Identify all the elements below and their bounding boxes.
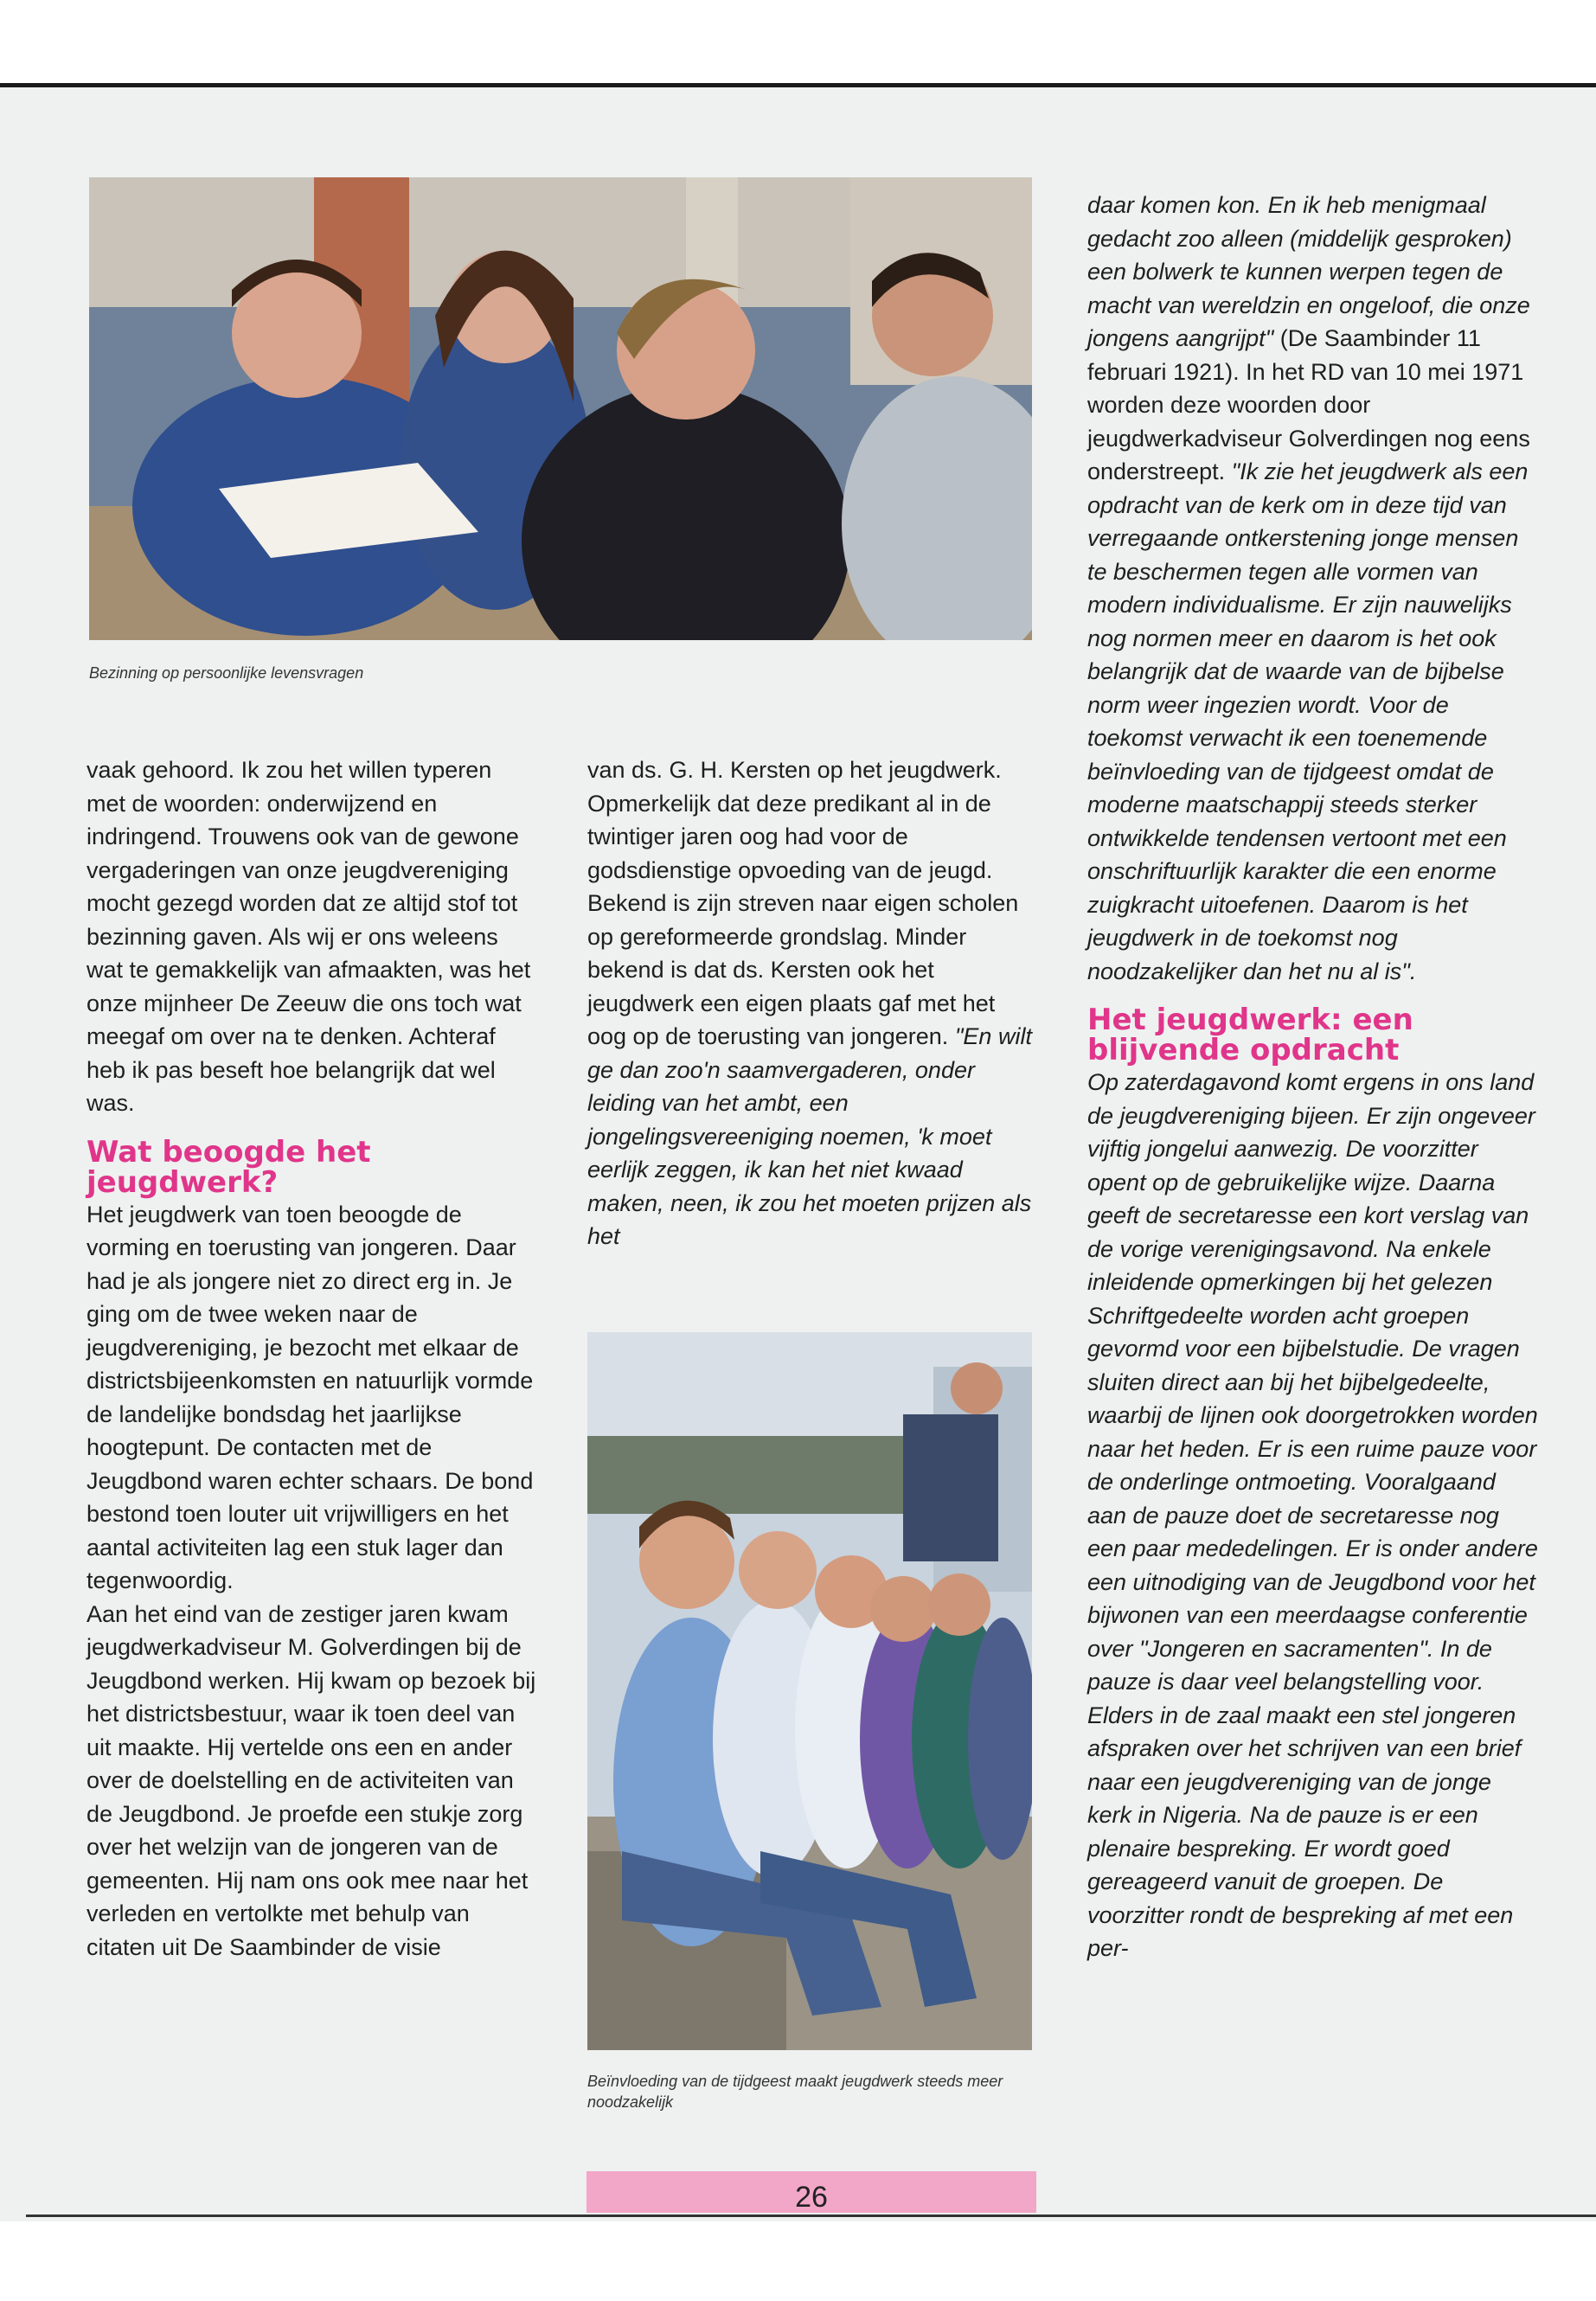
photo-group-study — [89, 177, 1032, 640]
col3-quote-1: daar komen kon. En ik heb menigmaal gedacht zoo alleen (middelijk gesproken) een bolwerk te kunnen werpen tegen de macht van wereldzin en ongeloof, die onze jongens aangrijpt" — [1087, 192, 1530, 351]
caption-bottom-photo: Beïnvloeding van de tijdgeest maakt jeugdwerk steeds meer noodzakelijk — [587, 2073, 1003, 2111]
col1-paragraph-1: vaak gehoord. Ik zou het willen typeren met de woorden: onderwijzend en indringend. Trouwens ook van de gewone vergaderingen van onze jeugdvereniging mocht gezegd worden dat ze altijd stof tot bezinning gaven. Als wij er ons weleens wat te gemakkelijk van afmaakten, was het onze mijnheer De Zeeuw die ons toch wat meegaf om over na te denken. Achteraf heb ik pas beseft hoe belangrijk dat wel was. — [87, 757, 531, 1116]
col3-paragraph-2: Op zaterdagavond komt ergens in ons land de jeugdvereniging bijeen. Er zijn ongeveer vijftig jongelui aanwezig. De voorzitter opent op de gebruikelijke wijze. Daarna geeft de secretaresse een kort verslag van de vorige verenigingsavond. Na enkele inleidende opmerkingen bij het gelezen Schriftgedeelte worden acht groepen gevormd voor een bijbelstudie. De vragen sluiten direct aan bij het bijbelgedeelte, waarbij de lijnen ook doorgetrokken worden naar het heden. Er is een ruime pauze voor de onderlinge ontmoeting. Vooralgaand aan de pauze doet de secretaresse nog een paar mededelingen. Er is onder andere een uitnodiging van de Jeugdbond voor het bijwonen van een meerdaagse conferentie over "Jongeren en sacramenten". In de pauze is daar veel belangstelling voor. Elders in de zaal maakt een stel jongeren afspraken over het schrijven van een brief naar een jeugdvereniging van de jonge kerk in Nigeria. Na de pauze is er een plenaire bespreking. Er wordt goed gereageerd vanuit de groepen. De voorzitter rondt de bespreking af met een per- — [1087, 1069, 1538, 1961]
col2-paragraph — [587, 753, 1037, 1253]
col2-quote: "En wilt ge dan zoo'n saamvergaderen, onder leiding van het ambt, een jongelingsvereeniging noemen, 'k moet eerlijk zeggen, ik kan het niet kwaad maken, neen, ik zou het moeten prijzen als het — [587, 1023, 1032, 1249]
col1-paragraph-3: Aan het eind van de zestiger jaren kwam jeugdwerkadviseur M. Golverdingen bij de Jeugdbond werken. Hij kwam op bezoek bij het districtsbestuur, waar ik toen deel van uit maakte. Hij vertelde ons een en ander over de doelstelling en de activiteiten van de Jeugdbond. Je proefde een stukje zorg over het welzijn van de jongeren van de gemeenten. Hij nam ons ook mee naar het verleden en vertolkte met behulp van citaten uit De Saambinder de visie — [87, 1600, 536, 1960]
col3-paragraph-1 — [1087, 189, 1541, 988]
caption-top-photo: Bezinning op persoonlijke levensvragen — [89, 664, 364, 682]
col2-text: van ds. G. H. Kersten op het jeugdwerk. Opmerkelijk dat deze predikant al in de twintiger jaren oog had voor de godsdienstige opvoeding van de jeugd. Bekend is zijn streven naar eigen scholen op gereformeerde grondslag. Minder bekend is dat ds. Kersten ook het jeugdwerk een eigen plaats gaf met het oog op de toerusting van jongeren. — [587, 757, 1019, 1049]
col3-quote-2: "Ik zie het jeugdwerk als een opdracht van de kerk om in deze tijd van verregaande ontkerstening jonge mensen te beschermen tegen alle vormen van modern individualisme. Er zijn nauwelijks nog normen meer en daarom is het ook belangrijk dat de waarde van de bijbelse norm weer ingezien wordt. Voor de toekomst verwacht ik een toenemende beïnvloeding van de tijdgeest omdat de moderne maatschappij steeds sterker ontwikkelde tendensen vertoont met een onschriftuurlijk karakter die een enorme zuigkracht uitoefenen. Daarom is het jeugdwerk in de toekomst nog noodzakelijker dan het nu al is". — [1087, 458, 1529, 984]
col3-reference: (De Saambinder 11 februari 1921). In het RD van 10 mei 1971 worden deze woorden door jeugdwerkadviseur Golverdingen nog eens onderstreept. — [1087, 325, 1530, 484]
bottom-rule — [26, 2214, 1596, 2217]
col1-paragraph-2: Het jeugdwerk van toen beoogde de vorming en toerusting van jongeren. Daar had je als jongere niet zo direct erg in. Je ging om de twee weken naar de jeugdvereniging, je bezocht met elkaar de districtsbijeenkomsten en natuurlijk vormde de landelijke bondsdag het jaarlijkse hoogtepunt. De contacten met de Jeugdbond waren echter schaars. De bond bestond toen louter uit vrijwilligers en het aantal activiteiten lag een stuk lager dan tegenwoordig. — [87, 1201, 534, 1593]
photo-young-men-on-wall — [587, 1332, 1032, 2050]
heading-blijvende-opdracht: Het jeugdwerk: een blijvende opdracht — [1087, 1003, 1413, 1067]
page-number: 26 — [795, 2181, 828, 2214]
heading-wat-beoogde: Wat beoogde het jeugdwerk? — [87, 1134, 371, 1200]
text-column-1 — [87, 753, 536, 1964]
page-number-bar — [586, 2171, 1036, 2213]
text-column-2 — [587, 753, 1037, 1253]
text-column-3 — [1087, 189, 1541, 1965]
